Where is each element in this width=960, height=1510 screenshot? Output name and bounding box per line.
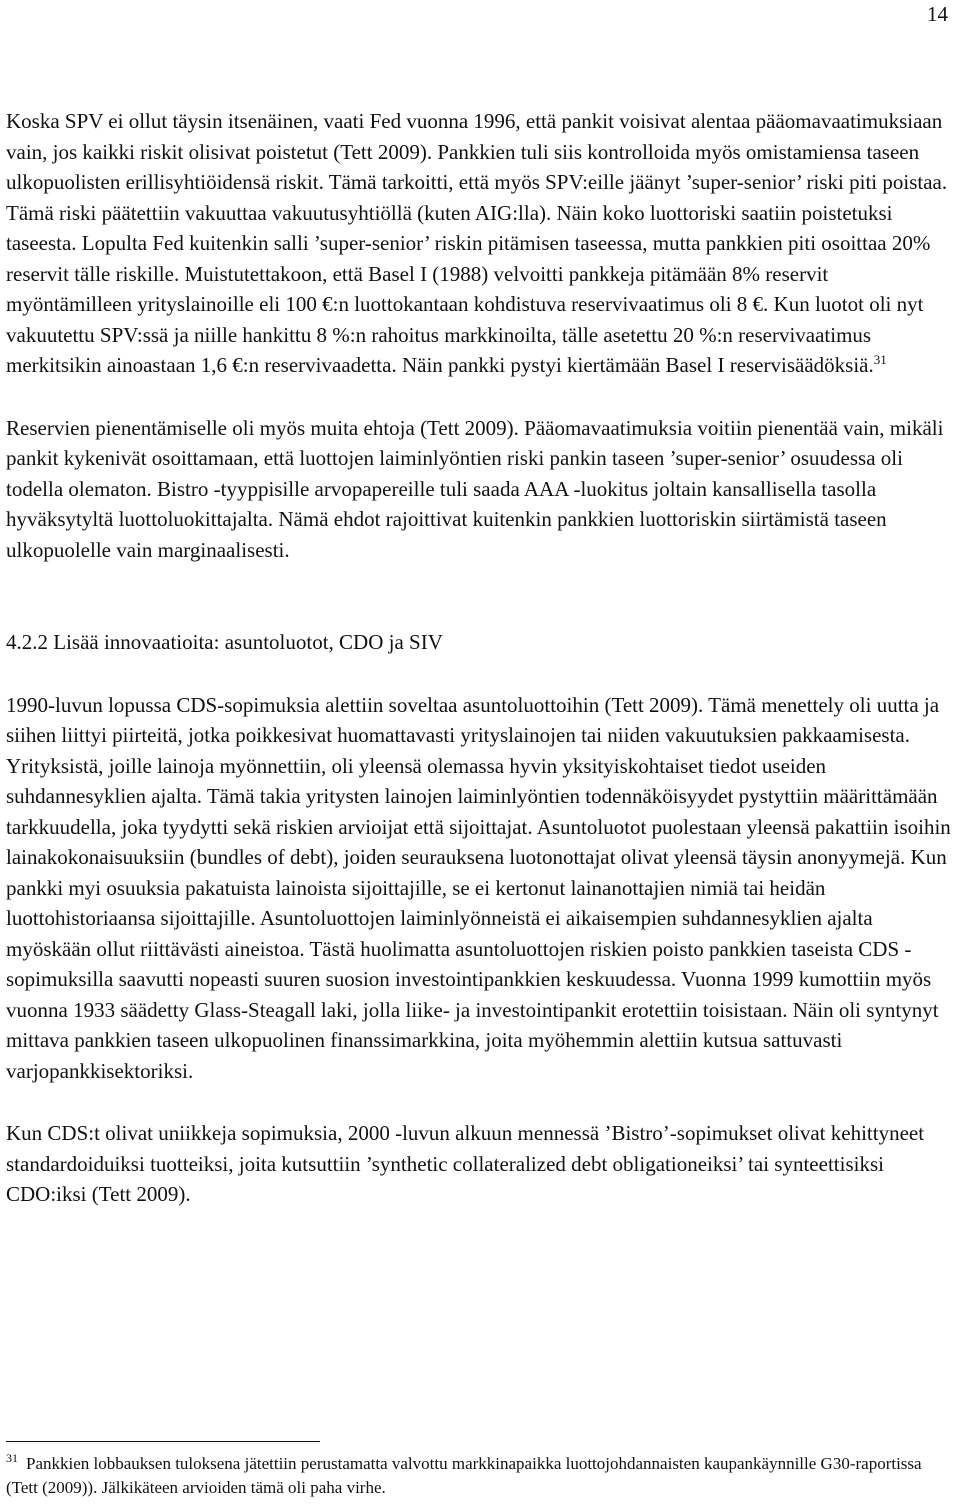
section-heading: 4.2.2 Lisää innovaatioita: asuntoluotot, CDO ja SIV <box>6 630 443 654</box>
paragraph-reserve-conditions: Reservien pienentämiselle oli myös muita ehtoja (Tett 2009). Pääomavaatimuksia voitiin pienentää vain, mikäli pankit kykenivät osoittamaan, että luottojen laiminlyöntien riski pankin taseen ’super-senior’ osuudessa oli todella olematon. Bistro -tyyppisille arvopapereille tuli saada AAA -luokitus joltain kansallisella tasolla hyväksytyltä luottoluokittajalta. Nämä ehdot rajoittivat kuitenkin pankkien luottoriskin siirtämistä taseen ulkopuolelle vain marginaalisesti. <box>6 415 944 562</box>
paragraph-synthetic-cdo: Kun CDS:t olivat uniikkeja sopimuksia, 2000 -luvun alkuun mennessä ’Bistro’-sopimukset olivat kehittyneet standardoiduiksi tuotteiksi, joita kutsuttiin ’synthetic collateralized debt obligationeiksi’ tai synteettisiksi CDO:iksi (Tett 2009). <box>6 1121 925 1206</box>
footnote-reference: 31 <box>873 352 887 367</box>
footnote <box>6 1452 954 1500</box>
page-number: 14 <box>927 2 948 26</box>
footnote-text: Pankkien lobbauksen tuloksena jätettiin perustamatta valvottu markkinapaikka luottojohdannaisten kaupankäynnille G30-raportissa (Tett (2009)). Jälkikäteen arvioiden tämä oli paha virhe. <box>6 1454 922 1497</box>
paragraph-text: Koska SPV ei ollut täysin itsenäinen, vaati Fed vuonna 1996, että pankit voisivat alentaa pääomavaatimuksiaan vain, jos kaikki riskit olisivat poistetut (Tett 2009). Pankkien tuli siis kontrolloida myös omistamiensa taseen ulkopuolisten erillisyhtiöidensä riskit. Tämä tarkoitti, että myös SPV:eille jäänyt ’super-senior’ riski piti poistaa. Tämä riski päätettiin vakuuttaa vakuutusyhtiöllä (kuten AIG:lla). Näin koko luottoriski saatiin poistetuksi taseesta. Lopulta Fed kuitenkin salli ’super-senior’ riskin pitämisen taseessa, mutta pankkien piti osoittaa 20% reservit tälle riskille. Muistutettakoon, että Basel I (1988) velvoitti pankkeja pitämään 8% reservit myöntämilleen yrityslainoille eli 100 €:n luottokantaan kohdistuva reservivaatimus oli 8 €. Kun luotot oli nyt vakuutettu SPV:ssä ja niille hankittu 8 %:n rahoitus markkinoilta, tälle asetettu 20 %:n reservivaatimus merkitsikin ainoastaan 1,6 €:n reservivaadetta. Näin pankki pystyi kiertämään Basel I reservisäädöksiä. <box>6 109 948 377</box>
footnote-mark: 31 <box>6 1451 18 1466</box>
paragraph-spv-reserves <box>6 106 954 381</box>
paragraph-mortgage-cds: 1990-luvun lopussa CDS-sopimuksia alettiin soveltaa asuntoluottoihin (Tett 2009). Tämä menettely oli uutta ja siihen liittyi piirteitä, jotka poikkesivat huomattavasti yrityslainojen tai niiden vakuutuksien pakkaamisesta. Yrityksistä, joille lainoja myönnettiin, oli yleensä olemassa hyvin yksityiskohtaiset tiedot useiden suhdannesyklien ajalta. Tämä takia yritysten lainojen laiminlyöntien todennäköisyydet pystyttiin määrittämään tarkkuudella, joka tyydytti sekä riskien arvioijat että sijoittajat. Asuntoluotot puolestaan yleensä pakattiin isoihin lainakokonaisuuksiin (bundles of debt), joiden seurauksena luotonottajat olivat yleensä täysin anonyymejä. Kun pankki myi osuuksia pakatuista lainoista sijoittajille, se ei kertonut lainanottajien nimiä tai heidän luottohistoriaansa sijoittajille. Asuntoluottojen laiminlyönneistä ei aikaisempien suhdannesyklien ajalta myöskään ollut riittävästi aineistoa. Tästä huolimatta asuntoluottojen riskien poisto pankkien taseista CDS -sopimuksilla saavutti nopeasti suuren suosion investointipankkien keskuudessa. Vuonna 1999 kumottiin myös vuonna 1933 säädetty Glass-Steagall laki, jolla liike- ja investointipankit erotettiin toisistaan. Näin oli syntynyt mittava pankkien taseen ulkopuolinen finanssimarkkina, joita myöhemmin alettiin kutsua sattuvasti varjopankkisektoriksi. <box>6 692 951 1083</box>
footnote-divider <box>6 1441 320 1442</box>
document-body <box>6 106 954 1210</box>
